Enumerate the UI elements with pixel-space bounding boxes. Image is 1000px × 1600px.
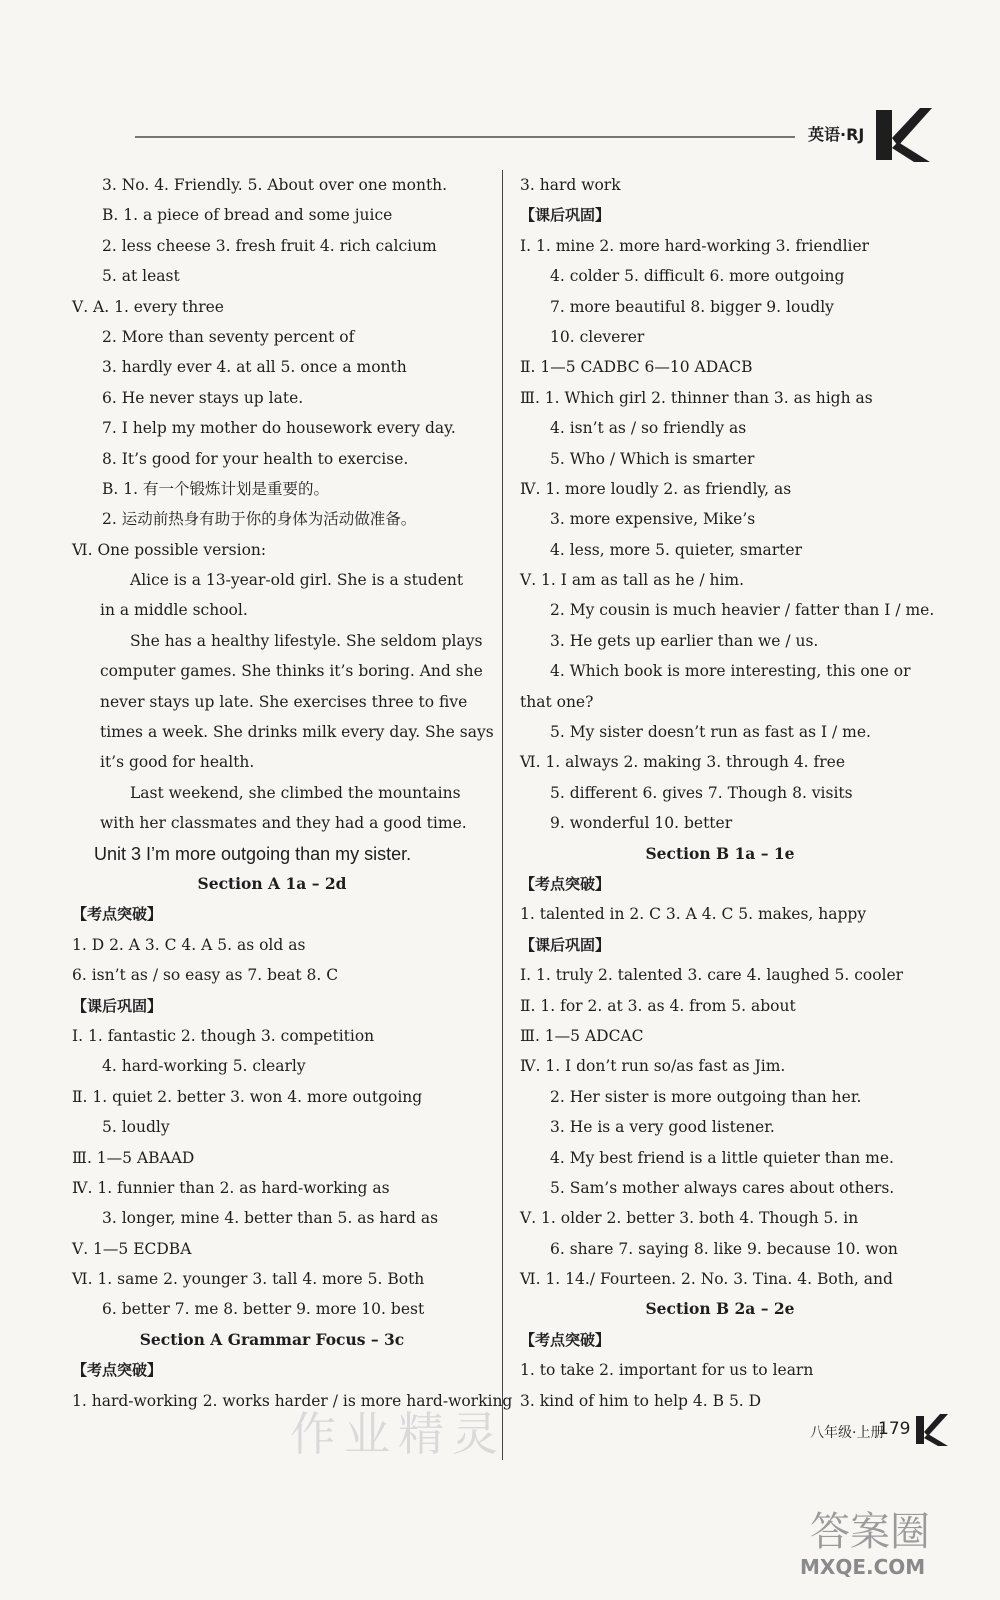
header-rule — [135, 136, 795, 138]
left-column-line: 1. D 2. A 3. C 4. A 5. as old as — [72, 935, 306, 954]
left-column-line: never stays up late. She exercises three to five — [100, 692, 468, 711]
right-column-line: 4. Which book is more interesting, this one or — [550, 662, 911, 681]
right-column-line: 【课后巩固】 — [520, 206, 611, 225]
left-column-line: Alice is a 13-year-old girl. She is a student — [130, 571, 464, 590]
right-column-line: 10. cleverer — [550, 327, 645, 346]
stamp-url: MXQE.COM — [800, 1555, 926, 1579]
left-column-line: 【考点突破】 — [72, 1361, 163, 1380]
page-number: 179 — [878, 1419, 911, 1439]
right-column-line: 3. more expensive, Mike’s — [550, 510, 756, 529]
right-column-line: 4. less, more 5. quieter, smarter — [550, 540, 802, 559]
left-column-line: it’s good for health. — [100, 753, 255, 772]
left-column-line: 6. He never stays up late. — [102, 388, 304, 407]
left-column-line: Unit 3 I’m more outgoing than my sister. — [94, 843, 412, 864]
right-column-line: 4. colder 5. difficult 6. more outgoing — [550, 267, 845, 286]
left-column-line: 6. isn’t as / so easy as 7. beat 8. C — [72, 966, 339, 985]
column-divider — [502, 170, 503, 1460]
right-column-line: Ⅴ. 1. I am as tall as he / him. — [520, 571, 745, 590]
left-column — [72, 170, 513, 1416]
left-column-line: 【考点突破】 — [72, 905, 163, 924]
left-column-line: in a middle school. — [100, 601, 248, 620]
left-column-line: computer games. She thinks it’s boring. And she — [100, 662, 483, 681]
right-column-line: 【考点突破】 — [520, 1330, 611, 1349]
brand-logo-icon — [868, 100, 938, 170]
left-column-line: Section A Grammar Focus – 3c — [139, 1329, 405, 1349]
right-column-line: 7. more beautiful 8. bigger 9. loudly — [550, 297, 834, 316]
left-column-line: 3. longer, mine 4. better than 5. as hard as — [102, 1209, 439, 1228]
right-column-line: 2. Her sister is more outgoing than her. — [550, 1087, 862, 1106]
left-column-line: Ⅱ. 1. quiet 2. better 3. won 4. more outgoing — [72, 1087, 423, 1106]
right-column-line: 1. to take 2. important for us to learn — [520, 1361, 814, 1380]
right-column-line: 6. share 7. saying 8. like 9. because 10. won — [550, 1239, 898, 1258]
right-column-line: Ⅱ. 1. for 2. at 3. as 4. from 5. about — [520, 996, 796, 1015]
left-column-line: 7. I help my mother do housework every day. — [102, 419, 456, 438]
left-column-line: Ⅴ. 1—5 ECDBA — [72, 1239, 192, 1258]
right-column-line: 2. My cousin is much heavier / fatter than I / me. — [550, 601, 935, 620]
left-column-line: Ⅵ. One possible version: — [72, 540, 267, 559]
left-column-line: with her classmates and they had a good time. — [100, 814, 467, 833]
header-subject: 英语·RJ — [808, 125, 865, 144]
left-column-line: Ⅳ. 1. funnier than 2. as hard-working as — [72, 1178, 390, 1197]
right-column-line: Ⅲ. 1. Which girl 2. thinner than 3. as high as — [520, 388, 873, 407]
right-column-line: 5. Who / Which is smarter — [550, 449, 755, 468]
right-column-line: 5. different 6. gives 7. Though 8. visits — [550, 783, 853, 802]
right-column-line: 5. Sam’s mother always cares about others. — [550, 1178, 895, 1197]
left-column-line: B. 1. 有一个锻炼计划是重要的。 — [102, 479, 329, 498]
footer-grade: 八年级·上册 — [810, 1425, 885, 1441]
right-column-line: Ⅰ. 1. truly 2. talented 3. care 4. laughed 5. cooler — [520, 966, 904, 985]
left-column-line: Ⅰ. 1. fantastic 2. though 3. competition — [72, 1026, 375, 1045]
footer-logo-icon — [912, 1410, 952, 1450]
left-column-line: 2. less cheese 3. fresh fruit 4. rich calcium — [102, 236, 437, 255]
left-column-line: 5. at least — [102, 267, 180, 286]
right-column-line: Ⅰ. 1. mine 2. more hard-working 3. friendlier — [520, 236, 870, 255]
right-column-line: Ⅳ. 1. I don’t run so/as fast as Jim. — [520, 1057, 786, 1076]
left-column-line: 【课后巩固】 — [72, 996, 163, 1015]
left-column-line: Last weekend, she climbed the mountains — [130, 783, 461, 802]
left-column-line: 4. hard-working 5. clearly — [102, 1057, 306, 1076]
right-column-line: Ⅱ. 1—5 CADBC 6—10 ADACB — [520, 358, 753, 377]
right-column-line: that one? — [520, 692, 594, 711]
right-column-line: 【考点突破】 — [520, 874, 611, 893]
right-column-line: Ⅳ. 1. more loudly 2. as friendly, as — [520, 479, 792, 498]
left-column-line: Ⅵ. 1. same 2. younger 3. tall 4. more 5. Both — [72, 1270, 425, 1289]
right-column-line: 9. wonderful 10. better — [550, 814, 733, 833]
right-column-line: 3. kind of him to help 4. B 5. D — [520, 1391, 762, 1410]
right-column-line: Ⅵ. 1. 14./ Fourteen. 2. No. 3. Tina. 4. Both, and — [520, 1270, 893, 1289]
left-column-line: 8. It’s good for your health to exercise. — [102, 449, 409, 468]
right-column-line: 3. He gets up earlier than we / us. — [550, 631, 819, 650]
left-column-line: times a week. She drinks milk every day. She says — [100, 723, 494, 742]
stamp-logo: 答案圈 — [810, 1509, 930, 1555]
left-column-line: Ⅴ. A. 1. every three — [72, 297, 224, 316]
right-column-line: Ⅴ. 1. older 2. better 3. both 4. Though 5. in — [520, 1209, 859, 1228]
right-column — [520, 170, 935, 1416]
left-column-line: 5. loudly — [102, 1118, 170, 1137]
right-column-line: 4. isn’t as / so friendly as — [550, 419, 747, 438]
left-column-line: 3. hardly ever 4. at all 5. once a month — [102, 358, 407, 377]
right-column-line: 4. My best friend is a little quieter than me. — [550, 1148, 894, 1167]
left-column-line: 3. No. 4. Friendly. 5. About over one month. — [102, 176, 448, 194]
right-column-line: Section B 2a – 2e — [645, 1299, 795, 1319]
right-column-line: 3. hard work — [520, 176, 621, 194]
left-column-line: 6. better 7. me 8. better 9. more 10. best — [102, 1300, 425, 1319]
left-column-line: 2. More than seventy percent of — [102, 327, 355, 346]
right-column-line: 【课后巩固】 — [520, 935, 611, 954]
left-column-line: Ⅲ. 1—5 ABAAD — [72, 1148, 195, 1167]
right-column-line: 1. talented in 2. C 3. A 4. C 5. makes, happy — [520, 905, 867, 924]
left-column-line: B. 1. a piece of bread and some juice — [102, 206, 393, 225]
left-column-line: 2. 运动前热身有助于你的身体为活动做准备。 — [102, 510, 417, 529]
right-column-line: 3. He is a very good listener. — [550, 1118, 775, 1137]
right-column-line: Ⅲ. 1—5 ADCAC — [520, 1026, 644, 1045]
right-column-line: Section B 1a – 1e — [645, 843, 795, 863]
left-column-line: 1. hard-working 2. works harder / is more hard-working — [72, 1391, 513, 1410]
right-column-line: 5. My sister doesn’t run as fast as I / me. — [550, 723, 871, 742]
watermark: 作业精灵 — [290, 1407, 506, 1461]
left-column-line: Section A 1a – 2d — [197, 873, 347, 893]
right-column-line: Ⅵ. 1. always 2. making 3. through 4. free — [520, 753, 846, 772]
left-column-line: She has a healthy lifestyle. She seldom plays — [130, 631, 483, 650]
